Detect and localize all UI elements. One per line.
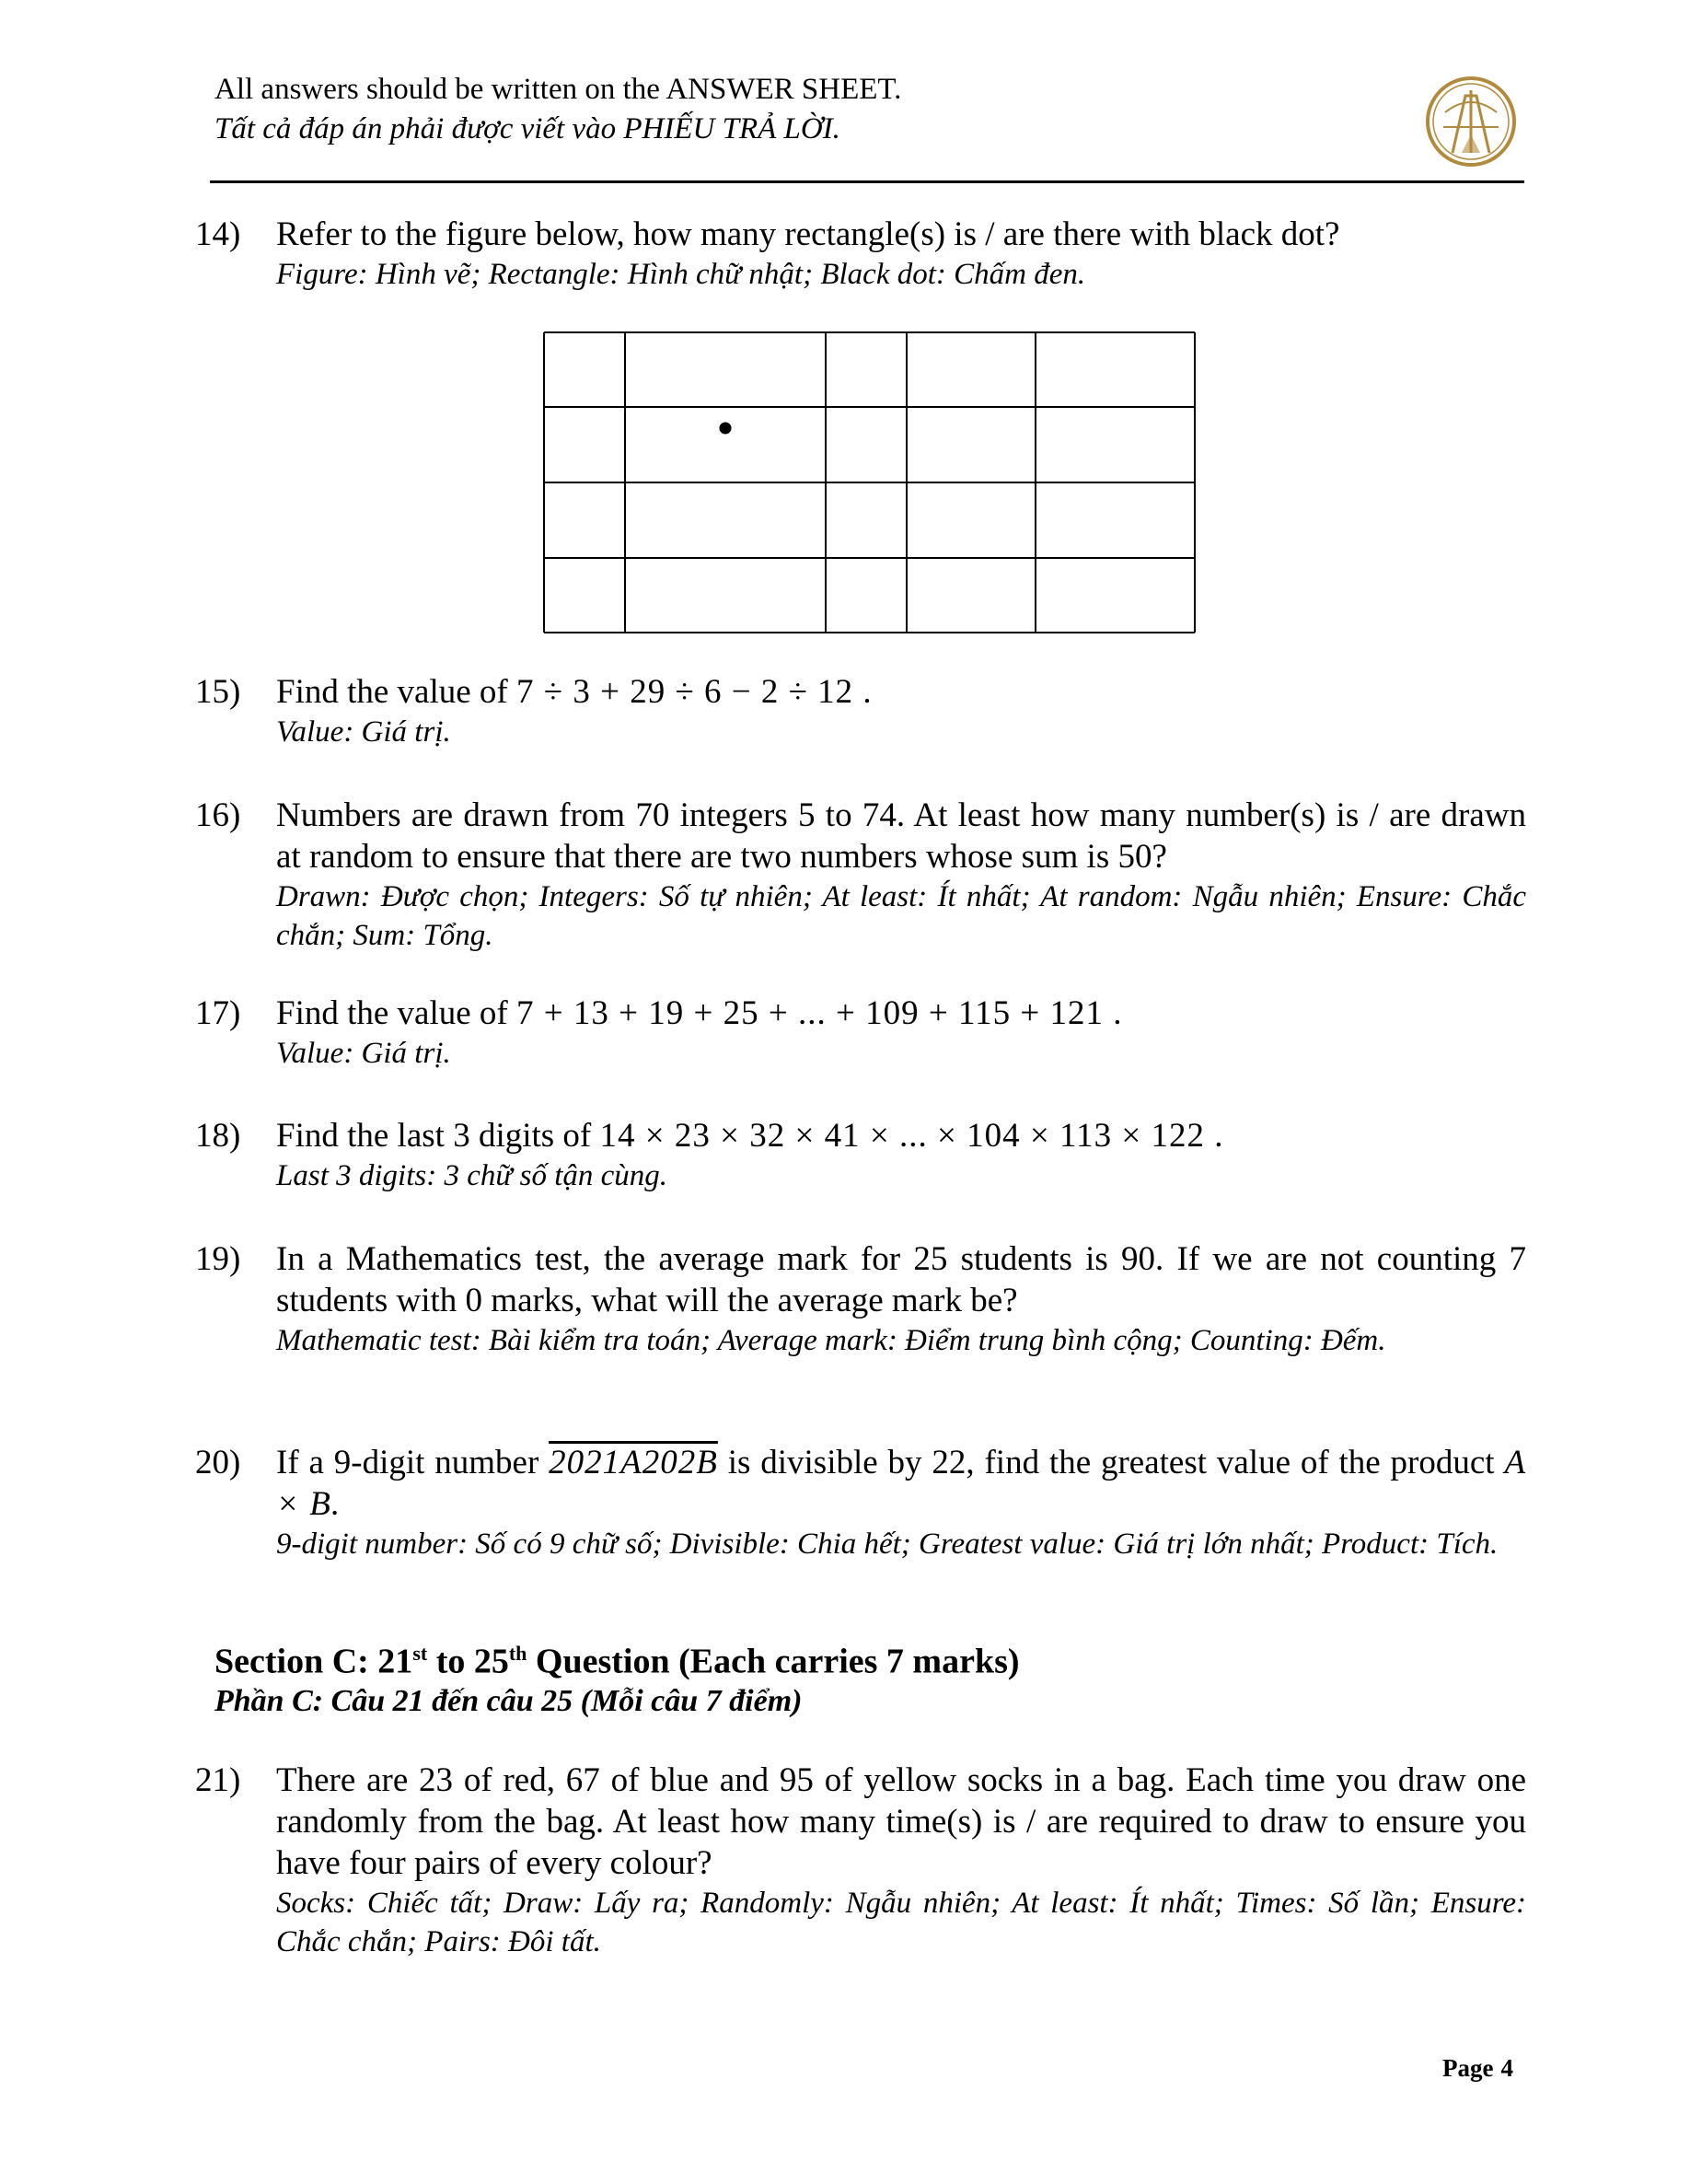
- question-text: If a 9-digit number: [276, 1444, 539, 1481]
- question-translation: Drawn: Được chọn; Integers: Số tự nhiên; At least: Ít nhất; At random: Ngẫu nhiên; Ensure: Chắc chắn; Sum: Tổng.: [276, 880, 1526, 952]
- section-title-vi: Phần C: Câu 21 đến câu 25 (Mỗi câu 7 điểm): [214, 1683, 803, 1718]
- question-14: [195, 214, 1526, 294]
- instruction-header: [214, 70, 901, 149]
- question-translation: Value: Giá trị.: [276, 715, 451, 749]
- question-number: 16): [195, 796, 241, 834]
- question-text: Refer to the figure below, how many rectangle(s) is / are there with black dot?: [276, 215, 1340, 253]
- question-text: Find the value of: [276, 673, 508, 711]
- question-17: [195, 993, 1526, 1073]
- question-18: [195, 1115, 1526, 1195]
- question-number: 21): [195, 1761, 241, 1799]
- question-translation: Value: Giá trị.: [276, 1037, 451, 1070]
- question-19: [195, 1238, 1526, 1360]
- math-expression: 7 ÷ 3 + 29 ÷ 6 − 2 ÷ 12 .: [516, 673, 873, 711]
- page-number: Page 4: [1442, 2054, 1513, 2082]
- math-expression: 7 + 13 + 19 + 25 + ... + 109 + 115 + 121 .: [516, 994, 1123, 1032]
- question-number: 17): [195, 994, 241, 1032]
- question-translation: Figure: Hình vẽ; Rectangle: Hình chữ nhật; Black dot: Chấm đen.: [276, 258, 1086, 291]
- question-text: Find the value of: [276, 994, 508, 1032]
- question-16: [195, 795, 1526, 955]
- question-number: 15): [195, 673, 241, 711]
- question-number: 18): [195, 1117, 241, 1155]
- question-number: 19): [195, 1240, 241, 1278]
- question-number: 14): [195, 215, 241, 253]
- question-number: 20): [195, 1444, 241, 1481]
- question-text-continued: is divisible by 22, find the greatest value of the product: [727, 1444, 1495, 1481]
- header-divider: [210, 180, 1524, 183]
- nine-digit-number: 2021A202B: [549, 1444, 718, 1481]
- question-text: Numbers are drawn from 70 integers 5 to 74. At least how many number(s) is / are drawn at random to ensure that there are two numbers whose sum is 50?: [276, 796, 1526, 876]
- question-translation: Socks: Chiếc tất; Draw: Lấy ra; Randomly: Ngẫu nhiên; At least: Ít nhất; Times: Số lần; Ensure: Chắc chắn; Pairs: Đôi tất.: [276, 1887, 1526, 1958]
- question-translation: Last 3 digits: 3 chữ số tận cùng.: [276, 1159, 668, 1192]
- question-text: In a Mathematics test, the average mark for 25 students is 90. If we are not counting 7 students with 0 marks, what will the average mark be?: [276, 1240, 1526, 1319]
- question-15: [195, 671, 1526, 751]
- black-dot: [720, 423, 732, 435]
- math-expression: 14 × 23 × 32 × 41 × ... × 104 × 113 × 122 .: [599, 1117, 1224, 1155]
- question-translation: 9-digit number: Số có 9 chữ số; Divisible: Chia hết; Greatest value: Giá trị lớn nhất; Product: Tích.: [276, 1528, 1499, 1561]
- question-21: [195, 1760, 1526, 1961]
- section-c-heading: [214, 1633, 1020, 1721]
- question-text: There are 23 of red, 67 of blue and 95 of yellow socks in a bag. Each time you draw one randomly from the bag. At least how many time(s) is / are required to draw to ensure you have four pairs of every colour?: [276, 1761, 1526, 1882]
- instruction-vi: Tất cả đáp án phải được viết vào PHIẾU TRẢ LỜI.: [214, 112, 840, 145]
- question-text: Find the last 3 digits of: [276, 1117, 592, 1155]
- question-20: [195, 1442, 1526, 1563]
- school-logo-icon: [1418, 76, 1524, 168]
- rectangle-grid-figure: [543, 331, 1197, 633]
- question-translation: Mathematic test: Bài kiểm tra toán; Average mark: Điểm trung bình cộng; Counting: Đếm.: [276, 1324, 1386, 1357]
- section-title-en: Section C: 21st to 25th Question (Each carries 7 marks): [214, 1642, 1020, 1681]
- instruction-en: All answers should be written on the ANSWER SHEET.: [214, 73, 902, 106]
- product-expression: A × B.: [276, 1444, 1527, 1523]
